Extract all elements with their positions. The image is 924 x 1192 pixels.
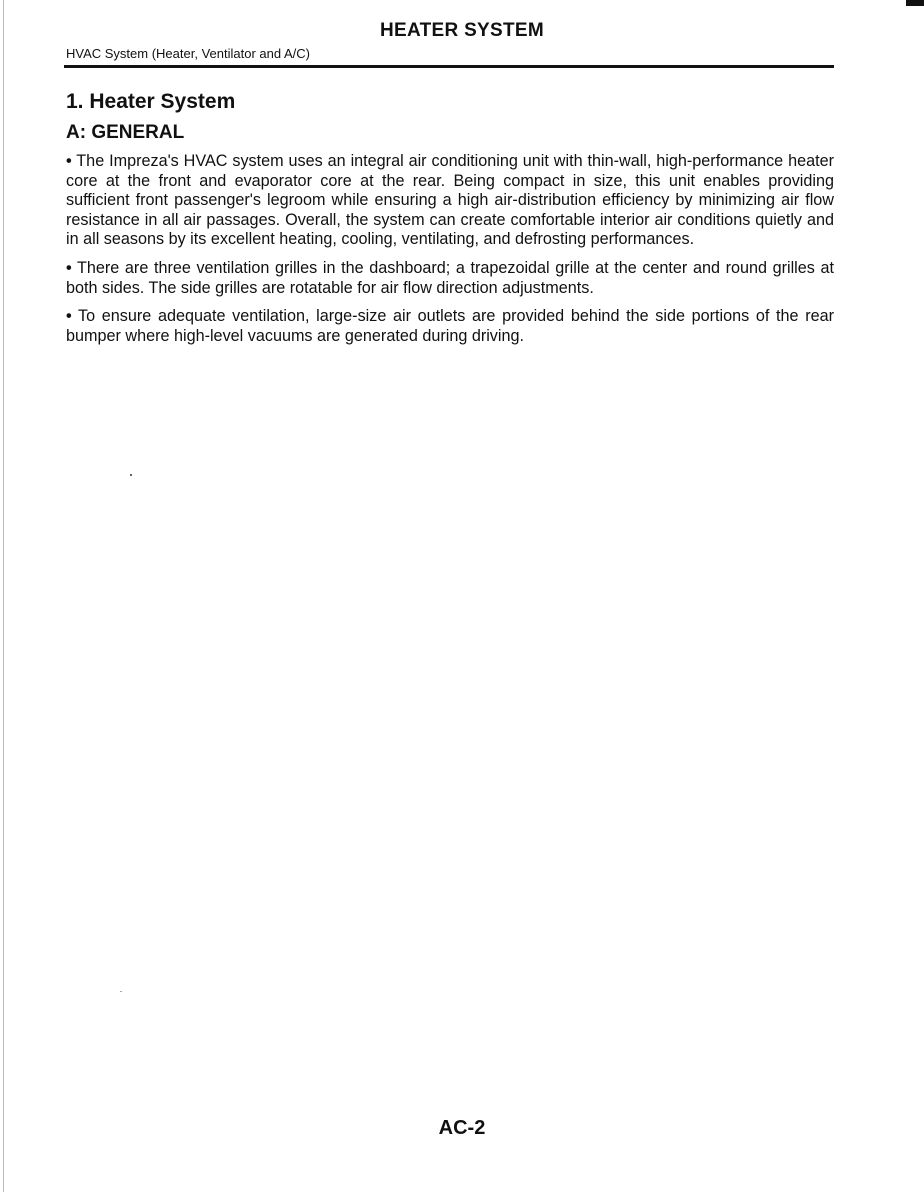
body-content: [66, 152, 834, 355]
chapter-heading: 1. Heater System: [66, 90, 236, 113]
paragraph-1: [66, 152, 834, 250]
bullet-icon: •: [66, 307, 72, 326]
bullet-icon: •: [66, 152, 72, 170]
page-edge: [3, 0, 4, 1192]
paragraph-3: [66, 307, 834, 346]
paragraph-text: The Impreza's HVAC system uses an integral air conditioning unit with thin-wall, high-performance heater core at the front and evaporator core at the rear. Being compact in size, this unit enables providing sufficient front passenger's legroom while ensuring a high air-distribution efficiency by minimizing air flow resistance in all air passages. Overall, the system can create comfortable interior air conditions quietly and in all seasons by its excellent heating, cooling, ventilating, and defrosting performances.: [66, 152, 834, 249]
sub-heading: A: GENERAL: [66, 122, 185, 143]
header-rule: [64, 65, 834, 68]
paragraph-2: [66, 259, 834, 298]
page-number: AC-2: [438, 1117, 486, 1139]
paragraph-text: To ensure adequate ventilation, large-size air outlets are provided behind the side portions of the rear bumper where high-level vacuums are generated during driving.: [66, 307, 834, 345]
bullet-icon: •: [66, 258, 72, 277]
section-title: HEATER SYSTEM: [379, 20, 544, 41]
paragraph-text: There are three ventilation grilles in the dashboard; a trapezoidal grille at the center and round grilles at both sides. The side grilles are rotatable for air flow direction adjustments.: [66, 258, 834, 297]
corner-mark: [906, 0, 924, 6]
scan-speck: [120, 991, 122, 992]
scan-speck: [130, 474, 132, 476]
sub-header: HVAC System (Heater, Ventilator and A/C): [66, 46, 310, 61]
